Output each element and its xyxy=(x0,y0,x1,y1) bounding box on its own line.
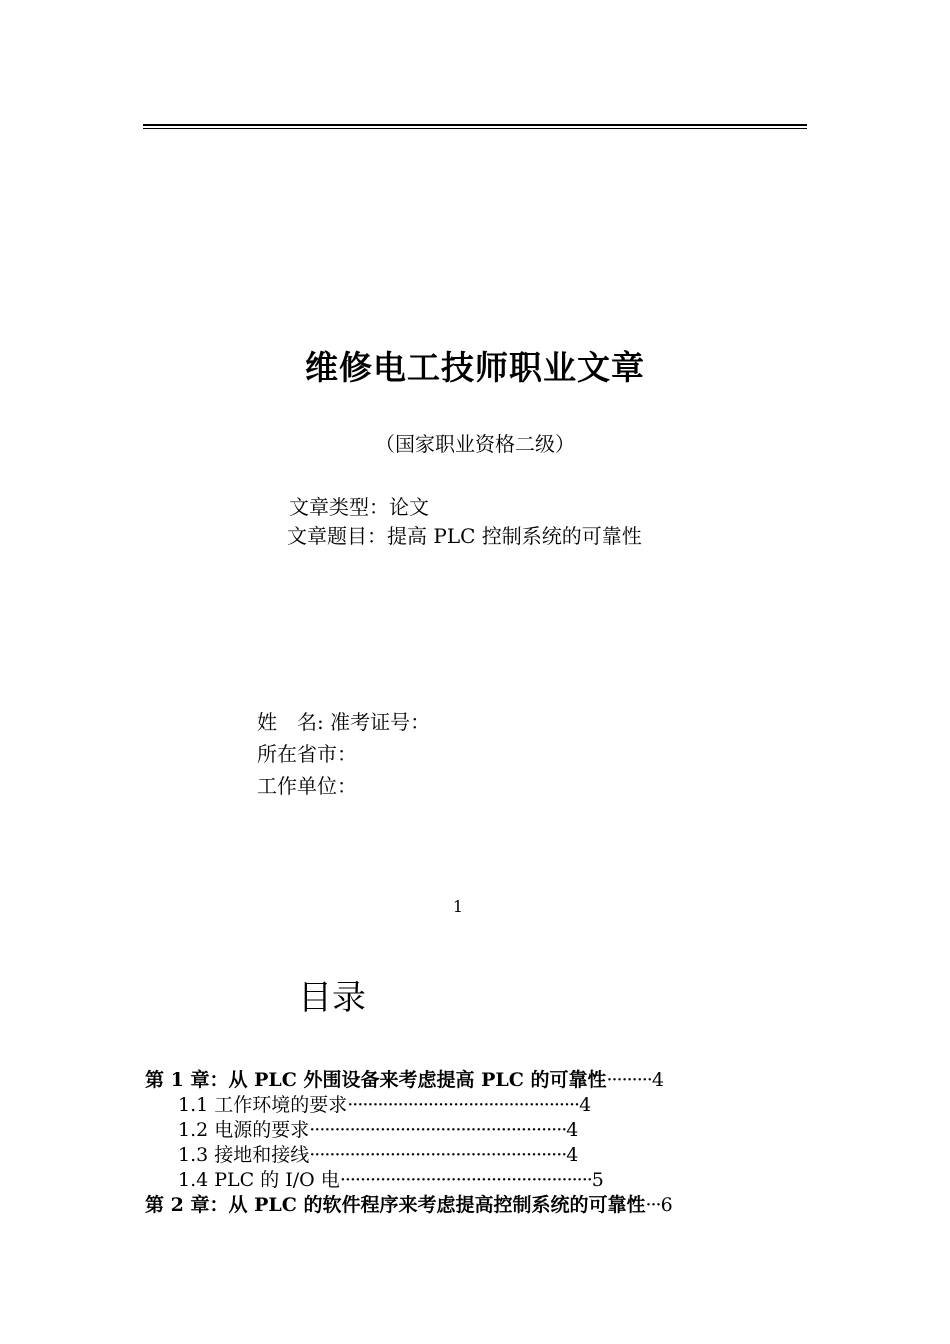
toc-leader-dots: ··················································· xyxy=(309,1144,567,1166)
toc-leader-dots: ·················································· xyxy=(339,1169,592,1191)
article-topic-line: 文章题目：提高 PLC 控制系统的可靠性 xyxy=(287,524,642,548)
name-and-exam-number-line: 姓 名: 准考证号： xyxy=(257,710,431,734)
toc-leader-dots: ·············································· xyxy=(347,1094,580,1116)
toc-page-number: 4 xyxy=(651,1069,664,1091)
province-line: 所在省市： xyxy=(257,742,357,766)
toc-entry-text: 1.1 工作环境的要求 xyxy=(178,1094,348,1116)
toc-entry-chapter-1[interactable] xyxy=(145,1068,664,1092)
toc-entry-text: 1.4 PLC 的 I/O 电 xyxy=(178,1169,340,1191)
document-title: 维修电工技师职业文章 xyxy=(305,348,645,387)
toc-entry-1-3[interactable] xyxy=(178,1143,578,1167)
toc-leader-dots: ··················································· xyxy=(309,1119,567,1141)
toc-leader-dots: ··· xyxy=(645,1194,661,1216)
toc-entry-text: 第 2 章：从 PLC 的软件程序来考虑提高控制系统的可靠性 xyxy=(145,1194,646,1216)
toc-page-number: 5 xyxy=(591,1169,604,1191)
toc-entry-1-4[interactable] xyxy=(178,1168,604,1192)
page-number: 1 xyxy=(452,897,464,916)
toc-page-number: 4 xyxy=(566,1119,579,1141)
document-subtitle: （国家职业资格二级） xyxy=(375,432,575,456)
header-rule-thin xyxy=(143,128,807,129)
workplace-line: 工作单位： xyxy=(257,774,357,798)
article-type-line: 文章类型：论文 xyxy=(289,495,429,519)
toc-entry-text: 1.3 接地和接线 xyxy=(178,1144,310,1166)
toc-entry-1-2[interactable] xyxy=(178,1118,578,1142)
header-rule-thick xyxy=(143,124,807,126)
toc-page-number: 4 xyxy=(566,1144,579,1166)
toc-entry-text: 第 1 章：从 PLC 外围设备来考虑提高 PLC 的可靠性 xyxy=(145,1069,607,1091)
toc-entry-chapter-2[interactable] xyxy=(145,1193,673,1217)
toc-leader-dots: ········· xyxy=(606,1069,652,1091)
toc-page-number: 6 xyxy=(660,1194,673,1216)
toc-entry-text: 1.2 电源的要求 xyxy=(178,1119,310,1141)
toc-page-number: 4 xyxy=(579,1094,592,1116)
toc-heading: 目录 xyxy=(298,978,366,1018)
toc-entry-1-1[interactable] xyxy=(178,1093,591,1117)
